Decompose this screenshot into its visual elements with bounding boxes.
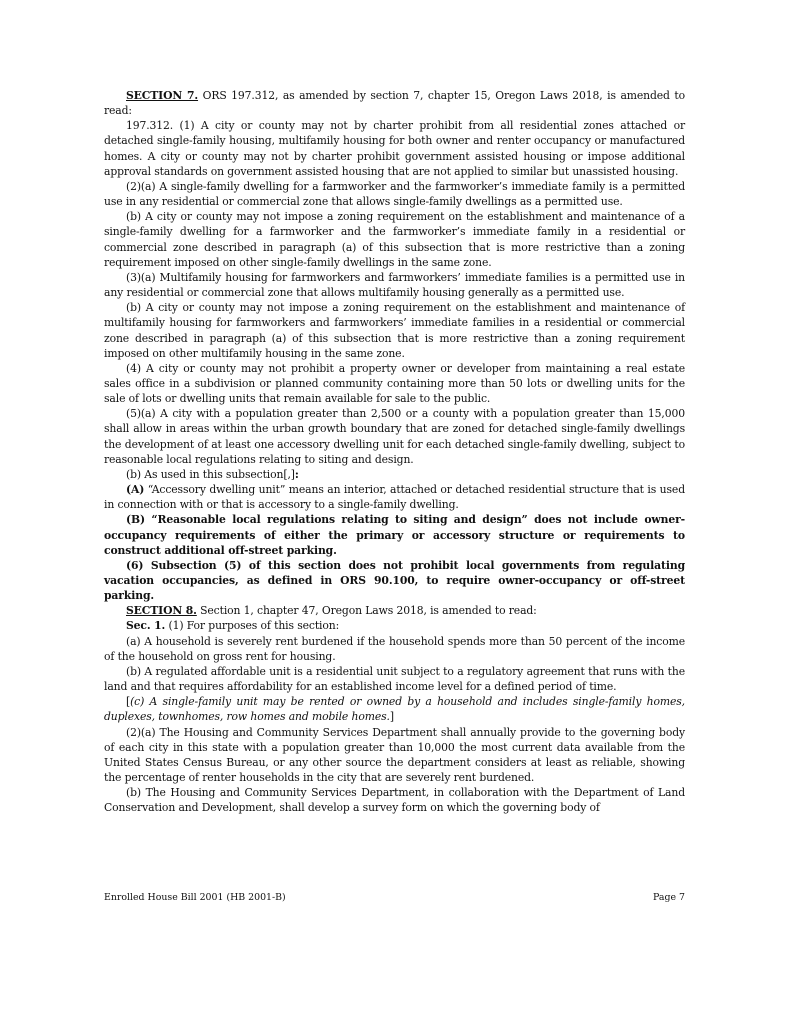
section-8-intro: SECTION 8. Section 1, chapter 47, Oregon Laws 2018, is amended to read: <box>126 604 537 618</box>
paragraph-6: (6) Subsection (5) of this section does not prohibit local governments from regulating vacation occupancies, as defined in ORS 90.100, to require owner-occupancy or off-street parking. <box>104 558 685 603</box>
paragraph-s1c-deleted: [(c) A single-family unit may be rented or owned by a household and includes single-family homes, duplexes, townhomes, row homes and mobile homes.] <box>104 695 685 724</box>
sec-1-intro: Sec. 1. (1) For purposes of this section: <box>126 619 340 633</box>
section-8-heading: SECTION 8. <box>126 604 197 618</box>
paragraph-197312-1: 197.312. (1) A city or county may not by charter prohibit from all residential zones attached or detached single-family housing, multifamily housing for both owner and renter occupancy or manufactured homes. A city or county may not by charter prohibit government assisted housing or impose additional approval standards on government assisted housing that are not applied to similar but unassisted housing. <box>104 119 685 178</box>
section-7-intro: SECTION 7. ORS 197.312, as amended by section 7, chapter 15, Oregon Laws 2018, is amended to read: <box>104 89 685 118</box>
paragraph-s1b: (b) A regulated affordable unit is a residential unit subject to a regulatory agreement that runs with the land and that requires affordability for an established income level for a defined period of time. <box>104 664 685 694</box>
paragraph-5b-B: (B) “Reasonable local regulations relating to siting and design” does not include owner-occupancy requirements of either the primary or accessory structure or requirements to construct additional off-street parking. <box>104 513 685 557</box>
paragraph-5a: (5)(a) A city with a population greater than 2,500 or a county with a population greater than 15,000 shall allow in areas within the urban growth boundary that are zoned for detached single-family dwellings the development of at least one accessory dwelling unit for each detached single-family dwelling, subject to reasonable local regulations relating to siting and design. <box>104 407 685 466</box>
paragraph-5b: (b) As used in this subsection[,]: <box>126 467 299 481</box>
paragraph-3b: (b) A city or county may not impose a zoning requirement on the establishment and maintenance of multifamily housing for farmworkers and farmworkers’ immediate families in a residential or commercial zone described in paragraph (a) of this subsection that is more restrictive than a zoning requirement imposed on other multifamily housing in the same zone. <box>104 301 685 360</box>
page-footer <box>104 892 685 903</box>
paragraph-4: (4) A city or county may not prohibit a property owner or developer from maintaining a real estate sales office in a subdivision or planned community containing more than 50 lots or dwelling units for the sale of lots or dwelling units that remain available for sale to the public. <box>104 361 685 406</box>
paragraph-s2a: (2)(a) The Housing and Community Services Department shall annually provide to the governing body of each city in this state with a population greater than 10,000 the most current data available from the United States Census Bureau, or any other source the department considers at least as reliable, showing the percentage of renter households in the city that are severely rent burdened. <box>104 725 685 785</box>
bill-identifier: Enrolled House Bill 2001 (HB 2001-B) <box>104 892 286 903</box>
paragraph-s1a: (a) A household is severely rent burdened if the household spends more than 50 percent of the income of the household on gross rent for housing. <box>104 634 685 663</box>
paragraph-5b-A: (A) “Accessory dwelling unit” means an interior, attached or detached residential structure that is used in connection with or that is accessory to a single-family dwelling. <box>104 483 685 512</box>
paragraph-2b: (b) A city or county may not impose a zoning requirement on the establishment and maintenance of a single-family dwelling for a farmworker and the farmworker’s immediate family in a residential or commercial zone described in paragraph (a) of this subsection that is more restrictive than a zoning requirement imposed on other single-family dwellings in the same zone. <box>104 210 685 269</box>
section-7-heading: SECTION 7. <box>126 89 199 102</box>
paragraph-2a: (2)(a) A single-family dwelling for a farmworker and the farmworker’s immediate family is a permitted use in any residential or commercial zone that allows single-family dwellings as a permitted use. <box>104 179 685 209</box>
paragraph-3a: (3)(a) Multifamily housing for farmworkers and farmworkers’ immediate families is a permitted use in any residential or commercial zone that allows multifamily housing generally as a permitted use. <box>104 270 685 300</box>
page-number: Page 7 <box>653 892 685 903</box>
document-body <box>104 88 685 816</box>
paragraph-s2b: (b) The Housing and Community Services Department, in collaboration with the Department of Land Conservation and Development, shall develop a survey form on which the governing body of <box>104 786 685 815</box>
